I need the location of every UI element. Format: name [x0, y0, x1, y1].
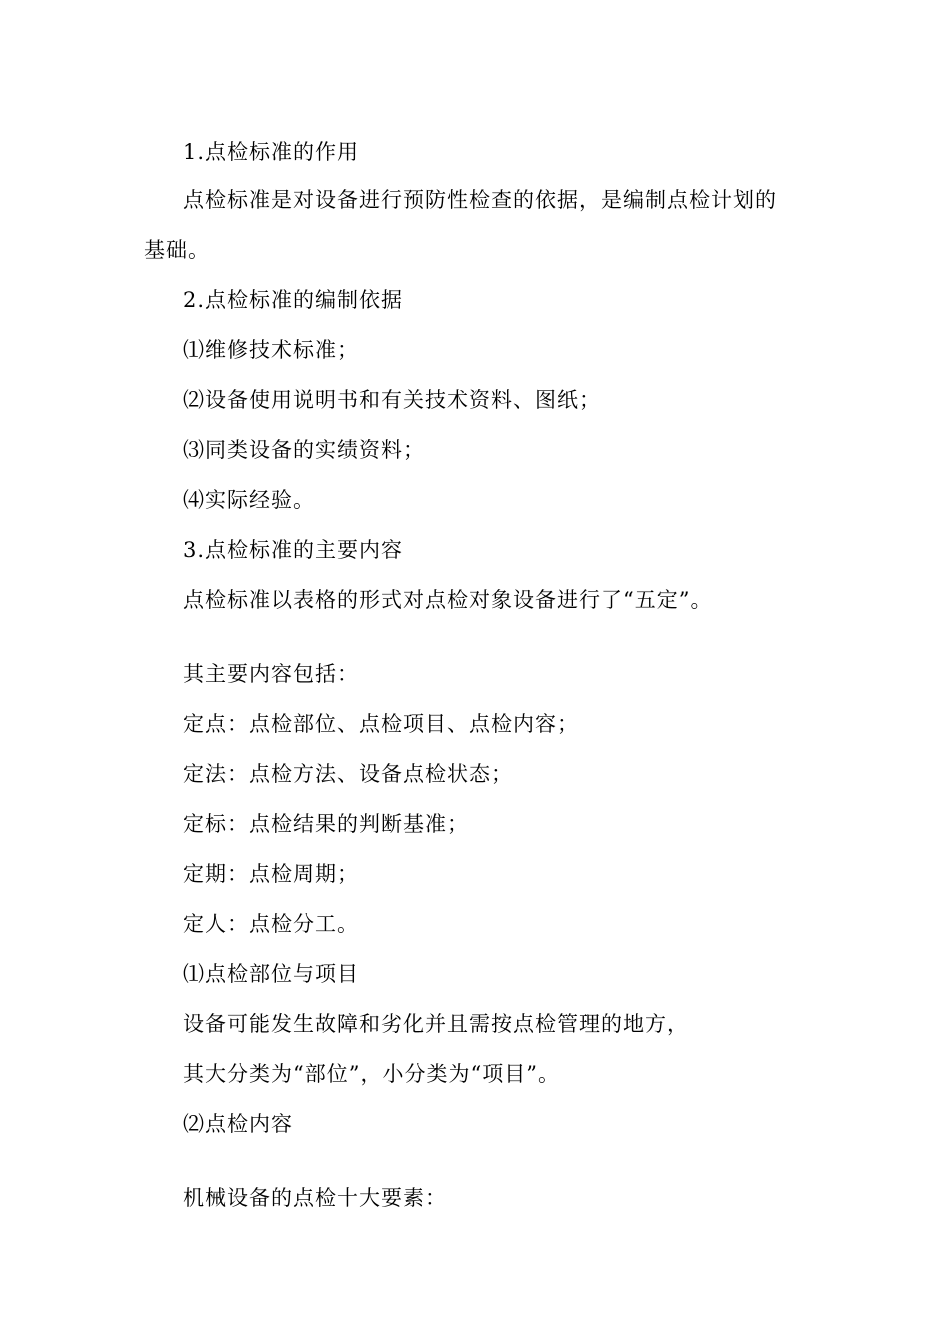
paragraph-line: 其主要内容包括：	[183, 662, 359, 686]
heading-2: 2.点检标准的编制依据	[183, 288, 404, 312]
paragraph-line: 基础。	[144, 238, 210, 262]
list-item: 定标：点检结果的判断基准；	[183, 812, 469, 836]
paragraph-line: 其大分类为“部位”，小分类为“项目”。	[183, 1062, 560, 1086]
heading-3: 3.点检标准的主要内容	[183, 538, 404, 562]
paragraph-line: 机械设备的点检十大要素：	[183, 1186, 447, 1210]
subheading: ⑵点检内容	[183, 1112, 293, 1136]
list-item: 定期：点检周期；	[183, 862, 359, 886]
list-item: ⑵设备使用说明书和有关技术资料、图纸；	[183, 388, 601, 412]
list-item: 定人：点检分工。	[183, 912, 359, 936]
list-item: ⑷实际经验。	[183, 488, 315, 512]
paragraph-line: 设备可能发生故障和劣化并且需按点检管理的地方，	[183, 1012, 689, 1036]
list-item: ⑶同类设备的实绩资料；	[183, 438, 425, 462]
list-item: ⑴维修技术标准；	[183, 338, 359, 362]
list-item: 定点：点检部位、点检项目、点检内容；	[183, 712, 579, 736]
heading-1: 1.点检标准的作用	[183, 140, 360, 164]
subheading: ⑴点检部位与项目	[183, 962, 359, 986]
paragraph-line: 点检标准以表格的形式对点检对象设备进行了“五定”。	[183, 588, 713, 612]
paragraph-line: 点检标准是对设备进行预防性检查的依据，是编制点检计划的	[183, 188, 777, 212]
list-item: 定法：点检方法、设备点检状态；	[183, 762, 513, 786]
